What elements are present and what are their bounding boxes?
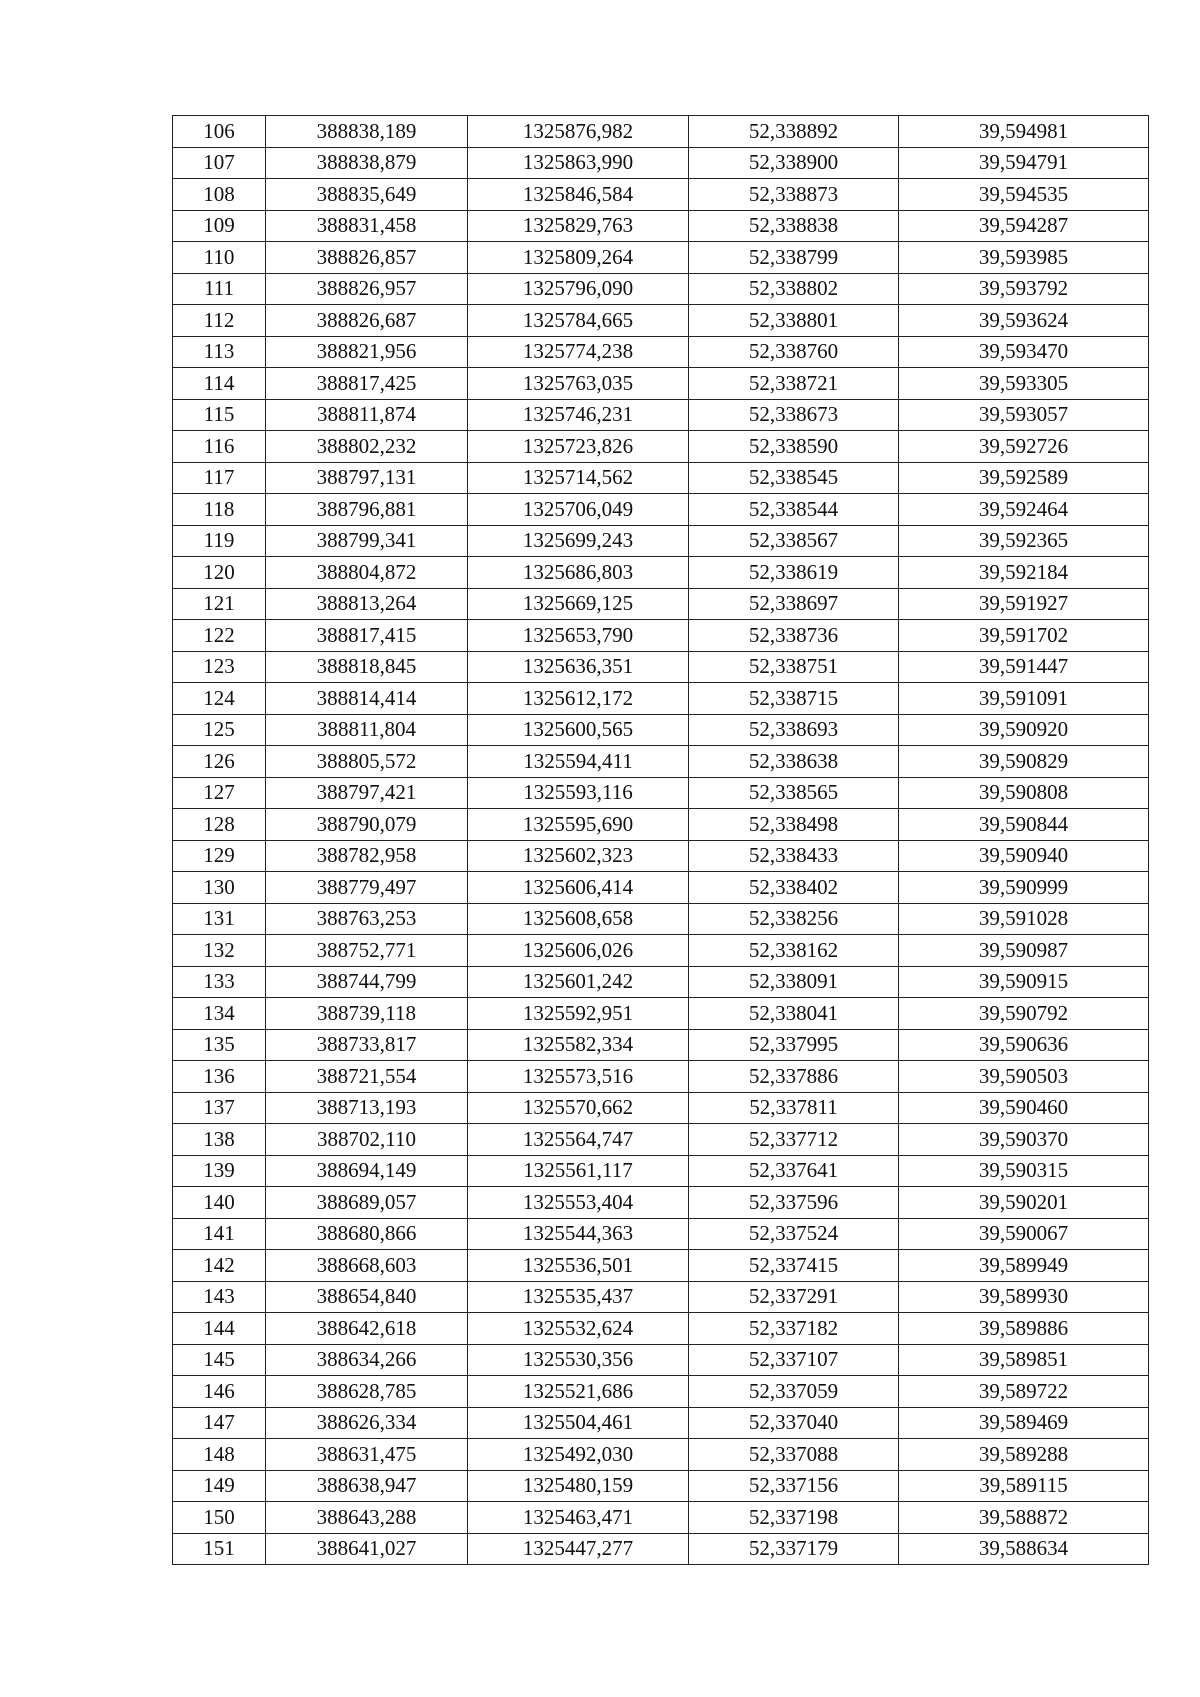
y-coordinate-cell: 1325570,662 <box>468 1092 689 1124</box>
latitude-cell: 52,337596 <box>689 1187 899 1219</box>
longitude-cell: 39,592365 <box>899 525 1149 557</box>
y-coordinate-cell: 1325602,323 <box>468 840 689 872</box>
table-row <box>173 1470 1149 1502</box>
latitude-cell: 52,338736 <box>689 620 899 652</box>
y-coordinate-cell: 1325564,747 <box>468 1124 689 1156</box>
longitude-cell: 39,592464 <box>899 494 1149 526</box>
y-coordinate-cell: 1325636,351 <box>468 651 689 683</box>
x-coordinate-cell: 388826,687 <box>266 305 468 337</box>
y-coordinate-cell: 1325606,026 <box>468 935 689 967</box>
latitude-cell: 52,337156 <box>689 1470 899 1502</box>
table-row <box>173 179 1149 211</box>
longitude-cell: 39,593305 <box>899 368 1149 400</box>
table-row <box>173 998 1149 1030</box>
y-coordinate-cell: 1325784,665 <box>468 305 689 337</box>
latitude-cell: 52,338619 <box>689 557 899 589</box>
y-coordinate-cell: 1325530,356 <box>468 1344 689 1376</box>
longitude-cell: 39,590067 <box>899 1218 1149 1250</box>
latitude-cell: 52,337182 <box>689 1313 899 1345</box>
latitude-cell: 52,337179 <box>689 1533 899 1565</box>
longitude-cell: 39,589949 <box>899 1250 1149 1282</box>
longitude-cell: 39,591447 <box>899 651 1149 683</box>
longitude-cell: 39,592589 <box>899 462 1149 494</box>
latitude-cell: 52,337524 <box>689 1218 899 1250</box>
longitude-cell: 39,594981 <box>899 116 1149 148</box>
latitude-cell: 52,338402 <box>689 872 899 904</box>
longitude-cell: 39,592184 <box>899 557 1149 589</box>
longitude-cell: 39,592726 <box>899 431 1149 463</box>
y-coordinate-cell: 1325612,172 <box>468 683 689 715</box>
x-coordinate-cell: 388838,879 <box>266 147 468 179</box>
latitude-cell: 52,338721 <box>689 368 899 400</box>
latitude-cell: 52,338256 <box>689 903 899 935</box>
longitude-cell: 39,593624 <box>899 305 1149 337</box>
table-row <box>173 116 1149 148</box>
longitude-cell: 39,590987 <box>899 935 1149 967</box>
longitude-cell: 39,591702 <box>899 620 1149 652</box>
latitude-cell: 52,338433 <box>689 840 899 872</box>
x-coordinate-cell: 388721,554 <box>266 1061 468 1093</box>
point-number-cell: 131 <box>173 903 266 935</box>
x-coordinate-cell: 388752,771 <box>266 935 468 967</box>
latitude-cell: 52,338565 <box>689 777 899 809</box>
longitude-cell: 39,590808 <box>899 777 1149 809</box>
latitude-cell: 52,338801 <box>689 305 899 337</box>
x-coordinate-cell: 388821,956 <box>266 336 468 368</box>
x-coordinate-cell: 388694,149 <box>266 1155 468 1187</box>
longitude-cell: 39,590201 <box>899 1187 1149 1219</box>
latitude-cell: 52,338638 <box>689 746 899 778</box>
longitude-cell: 39,590915 <box>899 966 1149 998</box>
latitude-cell: 52,337995 <box>689 1029 899 1061</box>
y-coordinate-cell: 1325480,159 <box>468 1470 689 1502</box>
latitude-cell: 52,337291 <box>689 1281 899 1313</box>
y-coordinate-cell: 1325573,516 <box>468 1061 689 1093</box>
longitude-cell: 39,590636 <box>899 1029 1149 1061</box>
y-coordinate-cell: 1325593,116 <box>468 777 689 809</box>
point-number-cell: 114 <box>173 368 266 400</box>
y-coordinate-cell: 1325582,334 <box>468 1029 689 1061</box>
table-row <box>173 714 1149 746</box>
x-coordinate-cell: 388654,840 <box>266 1281 468 1313</box>
y-coordinate-cell: 1325592,951 <box>468 998 689 1030</box>
table-row <box>173 1250 1149 1282</box>
point-number-cell: 147 <box>173 1407 266 1439</box>
x-coordinate-cell: 388782,958 <box>266 840 468 872</box>
y-coordinate-cell: 1325561,117 <box>468 1155 689 1187</box>
point-number-cell: 117 <box>173 462 266 494</box>
table-row <box>173 1061 1149 1093</box>
table-row <box>173 1124 1149 1156</box>
y-coordinate-cell: 1325504,461 <box>468 1407 689 1439</box>
point-number-cell: 142 <box>173 1250 266 1282</box>
point-number-cell: 136 <box>173 1061 266 1093</box>
x-coordinate-cell: 388811,874 <box>266 399 468 431</box>
latitude-cell: 52,337088 <box>689 1439 899 1471</box>
y-coordinate-cell: 1325594,411 <box>468 746 689 778</box>
point-number-cell: 121 <box>173 588 266 620</box>
y-coordinate-cell: 1325595,690 <box>468 809 689 841</box>
table-row <box>173 620 1149 652</box>
longitude-cell: 39,589722 <box>899 1376 1149 1408</box>
latitude-cell: 52,337059 <box>689 1376 899 1408</box>
point-number-cell: 132 <box>173 935 266 967</box>
latitude-cell: 52,338567 <box>689 525 899 557</box>
y-coordinate-cell: 1325669,125 <box>468 588 689 620</box>
longitude-cell: 39,593792 <box>899 273 1149 305</box>
table-row <box>173 966 1149 998</box>
x-coordinate-cell: 388790,079 <box>266 809 468 841</box>
y-coordinate-cell: 1325600,565 <box>468 714 689 746</box>
table-row <box>173 494 1149 526</box>
point-number-cell: 146 <box>173 1376 266 1408</box>
x-coordinate-cell: 388817,425 <box>266 368 468 400</box>
table-row <box>173 903 1149 935</box>
table-row <box>173 242 1149 274</box>
table-row <box>173 1281 1149 1313</box>
point-number-cell: 119 <box>173 525 266 557</box>
point-number-cell: 109 <box>173 210 266 242</box>
x-coordinate-cell: 388814,414 <box>266 683 468 715</box>
latitude-cell: 52,338799 <box>689 242 899 274</box>
longitude-cell: 39,591028 <box>899 903 1149 935</box>
x-coordinate-cell: 388733,817 <box>266 1029 468 1061</box>
point-number-cell: 128 <box>173 809 266 841</box>
x-coordinate-cell: 388811,804 <box>266 714 468 746</box>
table-row <box>173 1313 1149 1345</box>
latitude-cell: 52,337886 <box>689 1061 899 1093</box>
longitude-cell: 39,588634 <box>899 1533 1149 1565</box>
point-number-cell: 130 <box>173 872 266 904</box>
x-coordinate-cell: 388796,881 <box>266 494 468 526</box>
point-number-cell: 133 <box>173 966 266 998</box>
y-coordinate-cell: 1325774,238 <box>468 336 689 368</box>
point-number-cell: 126 <box>173 746 266 778</box>
latitude-cell: 52,338697 <box>689 588 899 620</box>
latitude-cell: 52,338873 <box>689 179 899 211</box>
point-number-cell: 138 <box>173 1124 266 1156</box>
x-coordinate-cell: 388626,334 <box>266 1407 468 1439</box>
table-row <box>173 1218 1149 1250</box>
table-row <box>173 462 1149 494</box>
x-coordinate-cell: 388628,785 <box>266 1376 468 1408</box>
table-row <box>173 840 1149 872</box>
longitude-cell: 39,589288 <box>899 1439 1149 1471</box>
longitude-cell: 39,590792 <box>899 998 1149 1030</box>
x-coordinate-cell: 388817,415 <box>266 620 468 652</box>
y-coordinate-cell: 1325876,982 <box>468 116 689 148</box>
table-row <box>173 557 1149 589</box>
x-coordinate-cell: 388797,131 <box>266 462 468 494</box>
table-row <box>173 1533 1149 1565</box>
coordinates-table <box>172 115 1149 1565</box>
table-row <box>173 1344 1149 1376</box>
y-coordinate-cell: 1325699,243 <box>468 525 689 557</box>
latitude-cell: 52,337811 <box>689 1092 899 1124</box>
y-coordinate-cell: 1325606,414 <box>468 872 689 904</box>
longitude-cell: 39,594791 <box>899 147 1149 179</box>
x-coordinate-cell: 388835,649 <box>266 179 468 211</box>
table-row <box>173 1155 1149 1187</box>
table-row <box>173 336 1149 368</box>
table-row <box>173 1029 1149 1061</box>
latitude-cell: 52,337198 <box>689 1502 899 1534</box>
latitude-cell: 52,338091 <box>689 966 899 998</box>
x-coordinate-cell: 388680,866 <box>266 1218 468 1250</box>
y-coordinate-cell: 1325535,437 <box>468 1281 689 1313</box>
point-number-cell: 120 <box>173 557 266 589</box>
latitude-cell: 52,338693 <box>689 714 899 746</box>
longitude-cell: 39,593470 <box>899 336 1149 368</box>
latitude-cell: 52,338751 <box>689 651 899 683</box>
point-number-cell: 115 <box>173 399 266 431</box>
x-coordinate-cell: 388802,232 <box>266 431 468 463</box>
table-row <box>173 305 1149 337</box>
x-coordinate-cell: 388831,458 <box>266 210 468 242</box>
latitude-cell: 52,338892 <box>689 116 899 148</box>
x-coordinate-cell: 388818,845 <box>266 651 468 683</box>
coordinates-table-body <box>173 116 1149 1565</box>
latitude-cell: 52,337040 <box>689 1407 899 1439</box>
point-number-cell: 129 <box>173 840 266 872</box>
point-number-cell: 106 <box>173 116 266 148</box>
latitude-cell: 52,337641 <box>689 1155 899 1187</box>
y-coordinate-cell: 1325447,277 <box>468 1533 689 1565</box>
table-row <box>173 273 1149 305</box>
y-coordinate-cell: 1325532,624 <box>468 1313 689 1345</box>
x-coordinate-cell: 388744,799 <box>266 966 468 998</box>
table-row <box>173 431 1149 463</box>
longitude-cell: 39,590940 <box>899 840 1149 872</box>
longitude-cell: 39,590844 <box>899 809 1149 841</box>
longitude-cell: 39,589930 <box>899 1281 1149 1313</box>
latitude-cell: 52,338802 <box>689 273 899 305</box>
x-coordinate-cell: 388631,475 <box>266 1439 468 1471</box>
point-number-cell: 143 <box>173 1281 266 1313</box>
point-number-cell: 110 <box>173 242 266 274</box>
longitude-cell: 39,590460 <box>899 1092 1149 1124</box>
x-coordinate-cell: 388641,027 <box>266 1533 468 1565</box>
y-coordinate-cell: 1325463,471 <box>468 1502 689 1534</box>
point-number-cell: 122 <box>173 620 266 652</box>
point-number-cell: 127 <box>173 777 266 809</box>
longitude-cell: 39,590503 <box>899 1061 1149 1093</box>
x-coordinate-cell: 388797,421 <box>266 777 468 809</box>
latitude-cell: 52,337107 <box>689 1344 899 1376</box>
y-coordinate-cell: 1325553,404 <box>468 1187 689 1219</box>
y-coordinate-cell: 1325796,090 <box>468 273 689 305</box>
point-number-cell: 107 <box>173 147 266 179</box>
y-coordinate-cell: 1325653,790 <box>468 620 689 652</box>
y-coordinate-cell: 1325544,363 <box>468 1218 689 1250</box>
y-coordinate-cell: 1325706,049 <box>468 494 689 526</box>
x-coordinate-cell: 388634,266 <box>266 1344 468 1376</box>
longitude-cell: 39,593057 <box>899 399 1149 431</box>
x-coordinate-cell: 388799,341 <box>266 525 468 557</box>
y-coordinate-cell: 1325608,658 <box>468 903 689 935</box>
latitude-cell: 52,338590 <box>689 431 899 463</box>
point-number-cell: 134 <box>173 998 266 1030</box>
longitude-cell: 39,591091 <box>899 683 1149 715</box>
point-number-cell: 144 <box>173 1313 266 1345</box>
point-number-cell: 113 <box>173 336 266 368</box>
point-number-cell: 145 <box>173 1344 266 1376</box>
point-number-cell: 124 <box>173 683 266 715</box>
x-coordinate-cell: 388739,118 <box>266 998 468 1030</box>
table-row <box>173 1376 1149 1408</box>
y-coordinate-cell: 1325686,803 <box>468 557 689 589</box>
longitude-cell: 39,593985 <box>899 242 1149 274</box>
y-coordinate-cell: 1325714,562 <box>468 462 689 494</box>
longitude-cell: 39,590370 <box>899 1124 1149 1156</box>
longitude-cell: 39,591927 <box>899 588 1149 620</box>
point-number-cell: 148 <box>173 1439 266 1471</box>
point-number-cell: 150 <box>173 1502 266 1534</box>
y-coordinate-cell: 1325521,686 <box>468 1376 689 1408</box>
point-number-cell: 135 <box>173 1029 266 1061</box>
latitude-cell: 52,337415 <box>689 1250 899 1282</box>
table-row <box>173 1092 1149 1124</box>
table-row <box>173 525 1149 557</box>
table-row <box>173 651 1149 683</box>
x-coordinate-cell: 388804,872 <box>266 557 468 589</box>
point-number-cell: 141 <box>173 1218 266 1250</box>
table-row <box>173 1187 1149 1219</box>
x-coordinate-cell: 388838,189 <box>266 116 468 148</box>
x-coordinate-cell: 388668,603 <box>266 1250 468 1282</box>
y-coordinate-cell: 1325723,826 <box>468 431 689 463</box>
point-number-cell: 108 <box>173 179 266 211</box>
point-number-cell: 111 <box>173 273 266 305</box>
y-coordinate-cell: 1325746,231 <box>468 399 689 431</box>
latitude-cell: 52,338760 <box>689 336 899 368</box>
latitude-cell: 52,338544 <box>689 494 899 526</box>
latitude-cell: 52,338715 <box>689 683 899 715</box>
longitude-cell: 39,590920 <box>899 714 1149 746</box>
latitude-cell: 52,338838 <box>689 210 899 242</box>
y-coordinate-cell: 1325536,501 <box>468 1250 689 1282</box>
x-coordinate-cell: 388689,057 <box>266 1187 468 1219</box>
x-coordinate-cell: 388805,572 <box>266 746 468 778</box>
x-coordinate-cell: 388826,857 <box>266 242 468 274</box>
x-coordinate-cell: 388826,957 <box>266 273 468 305</box>
x-coordinate-cell: 388779,497 <box>266 872 468 904</box>
y-coordinate-cell: 1325763,035 <box>468 368 689 400</box>
point-number-cell: 139 <box>173 1155 266 1187</box>
latitude-cell: 52,338545 <box>689 462 899 494</box>
point-number-cell: 137 <box>173 1092 266 1124</box>
longitude-cell: 39,588872 <box>899 1502 1149 1534</box>
x-coordinate-cell: 388643,288 <box>266 1502 468 1534</box>
y-coordinate-cell: 1325492,030 <box>468 1439 689 1471</box>
longitude-cell: 39,589115 <box>899 1470 1149 1502</box>
longitude-cell: 39,590315 <box>899 1155 1149 1187</box>
table-row <box>173 399 1149 431</box>
point-number-cell: 123 <box>173 651 266 683</box>
y-coordinate-cell: 1325829,763 <box>468 210 689 242</box>
table-row <box>173 1502 1149 1534</box>
x-coordinate-cell: 388763,253 <box>266 903 468 935</box>
table-row <box>173 368 1149 400</box>
point-number-cell: 118 <box>173 494 266 526</box>
longitude-cell: 39,594287 <box>899 210 1149 242</box>
table-row <box>173 1439 1149 1471</box>
latitude-cell: 52,337712 <box>689 1124 899 1156</box>
table-row <box>173 746 1149 778</box>
x-coordinate-cell: 388702,110 <box>266 1124 468 1156</box>
table-row <box>173 1407 1149 1439</box>
latitude-cell: 52,338498 <box>689 809 899 841</box>
table-row <box>173 147 1149 179</box>
table-row <box>173 809 1149 841</box>
point-number-cell: 151 <box>173 1533 266 1565</box>
y-coordinate-cell: 1325601,242 <box>468 966 689 998</box>
point-number-cell: 140 <box>173 1187 266 1219</box>
point-number-cell: 149 <box>173 1470 266 1502</box>
point-number-cell: 125 <box>173 714 266 746</box>
table-row <box>173 935 1149 967</box>
y-coordinate-cell: 1325846,584 <box>468 179 689 211</box>
table-row <box>173 210 1149 242</box>
table-row <box>173 588 1149 620</box>
table-row <box>173 777 1149 809</box>
y-coordinate-cell: 1325863,990 <box>468 147 689 179</box>
table-row <box>173 872 1149 904</box>
longitude-cell: 39,589469 <box>899 1407 1149 1439</box>
longitude-cell: 39,594535 <box>899 179 1149 211</box>
x-coordinate-cell: 388713,193 <box>266 1092 468 1124</box>
x-coordinate-cell: 388638,947 <box>266 1470 468 1502</box>
x-coordinate-cell: 388642,618 <box>266 1313 468 1345</box>
longitude-cell: 39,589851 <box>899 1344 1149 1376</box>
longitude-cell: 39,589886 <box>899 1313 1149 1345</box>
latitude-cell: 52,338041 <box>689 998 899 1030</box>
y-coordinate-cell: 1325809,264 <box>468 242 689 274</box>
x-coordinate-cell: 388813,264 <box>266 588 468 620</box>
latitude-cell: 52,338673 <box>689 399 899 431</box>
longitude-cell: 39,590829 <box>899 746 1149 778</box>
table-row <box>173 683 1149 715</box>
point-number-cell: 116 <box>173 431 266 463</box>
latitude-cell: 52,338162 <box>689 935 899 967</box>
longitude-cell: 39,590999 <box>899 872 1149 904</box>
latitude-cell: 52,338900 <box>689 147 899 179</box>
point-number-cell: 112 <box>173 305 266 337</box>
